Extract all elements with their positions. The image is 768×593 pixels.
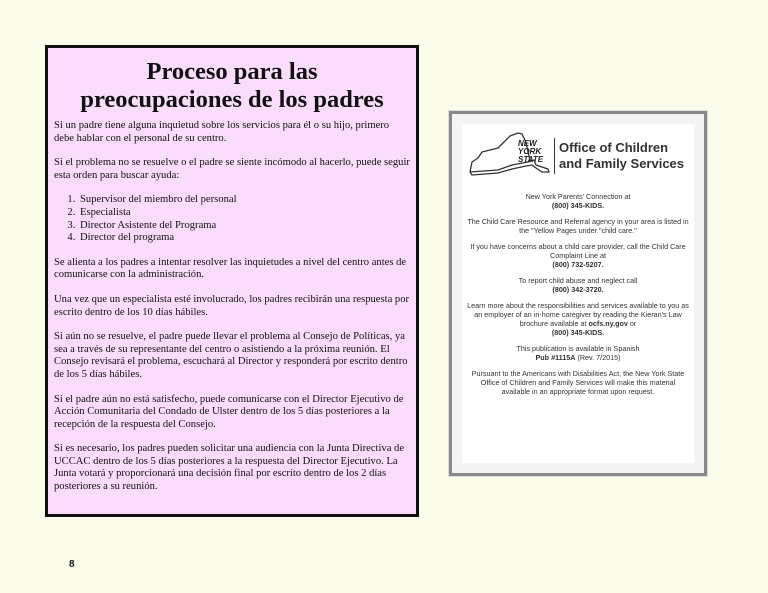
- ocfs-notice-box: [449, 111, 707, 476]
- logo-word: NEW: [518, 139, 537, 148]
- agency-name: [559, 140, 684, 171]
- list-item: 3. Director Asistente del Programa: [78, 220, 410, 233]
- ada-notice: Pursuant to the Americans with Disabilities Act, the New York State Office of Children and Family Services will make this material available in an appropriate format upon request.: [471, 369, 685, 397]
- abuse-report-line: [466, 276, 690, 294]
- escalation-steps-list: [54, 194, 410, 244]
- phone-number: (800) 345-KIDS.: [551, 201, 605, 211]
- logo-word: STATE: [518, 155, 544, 164]
- paragraph-6: Si el padre aún no está satisfecho, puede comunicarse con el Director Ejecutivo de Acción Comunitaria del Condado de Ulster dentro de los 5 días posteriores a la recepción de la respuesta del Consejo.: [54, 393, 404, 430]
- agency-name-line: Office of Children: [559, 140, 669, 155]
- paragraph-3: Se alienta a los padres a intentar resolver las inquietudes a nivel del centro antes de comunicarse con la administración.: [54, 256, 407, 281]
- ny-state-wordmark: [518, 140, 543, 164]
- phone-number: (800) 732-5207.: [552, 260, 604, 270]
- phone-number: (800) 345-KIDS.: [551, 328, 605, 338]
- list-item: 2. Especialista: [78, 207, 410, 220]
- agency-name-line: and Family Services: [559, 155, 685, 171]
- notice-text: or: [627, 319, 637, 329]
- notice-text: To report child abuse and neglect call: [518, 275, 638, 285]
- publication-number: Pub #1115A: [535, 353, 576, 363]
- list-item: 1. Supervisor del miembro del personal: [78, 194, 410, 207]
- paragraph-4: Una vez que un especialista esté involucrado, los padres recibirán una respuesta por escrito dentro de los 10 días hábiles.: [54, 293, 410, 318]
- phone-number: (800) 342-3720.: [552, 285, 604, 295]
- page-title: [54, 58, 410, 114]
- notice-text: New York Parents' Connection at: [525, 192, 631, 201]
- notice-text: If you have concerns about a child care provider, call the Child Care Complaint Line at: [470, 241, 686, 261]
- complaint-line: [466, 242, 690, 270]
- list-item: 4. Director del programa: [78, 232, 410, 245]
- website-link[interactable]: ocfs.ny.gov: [588, 319, 628, 329]
- logo-divider: [554, 138, 555, 174]
- parent-concerns-box: [45, 45, 419, 517]
- title-line-2: preocupaciones de los padres: [80, 86, 384, 113]
- ocfs-notice-text: [466, 192, 690, 403]
- paragraph-5: Si aún no se resuelve, el padre puede llevar el problema al Consejo de Políticas, ya sea a través de su representante del centro o asistiendo a la próxima reunión. El Consejo revisará el problema, escuchará al Director y responderá por escrito dentro de los 5 días hábiles.: [54, 331, 408, 380]
- notice-text: Learn more about the responsibilities and services available to you as an employer of an in-home caregiver by reading the Kieran's Law brochure available at: [467, 300, 689, 329]
- logo-word: YORK: [518, 147, 542, 156]
- notice-text: This publication is available in Spanish: [516, 344, 640, 354]
- paragraph-1: Si un padre tiene alguna inquietud sobre los servicios para él o su hijo, primero debe hablar con el personal de su centro.: [54, 120, 390, 144]
- title-line-1: Proceso para las: [146, 58, 318, 85]
- paragraph-2: Si el problema no se resuelve o el padre se siente incómodo al hacerlo, puede seguir esta orden para buscar ayuda:: [54, 157, 410, 181]
- paragraph-7: Si es necesario, los padres pueden solicitar una audiencia con la Junta Directiva de UCCAC dentro de los 5 días posteriores a la respuesta del Director Ejecutivo. La Junta votará y proporcionará una decisión final por escrito dentro de los 2 días posteriores a su reunión.: [54, 443, 405, 493]
- page-number: 8: [69, 559, 75, 570]
- spanish-publication-note: [466, 344, 690, 362]
- revision-date: (Rev. 7/2015): [575, 353, 621, 363]
- ocfs-logo: [468, 130, 694, 182]
- kierans-law-note: [466, 301, 690, 338]
- referral-agency-note: The Child Care Resource and Referral agency in your area is listed in the "Yellow Pages under "child care.": [467, 216, 689, 236]
- parents-connection: [466, 192, 690, 210]
- ocfs-notice-panel: [462, 124, 694, 463]
